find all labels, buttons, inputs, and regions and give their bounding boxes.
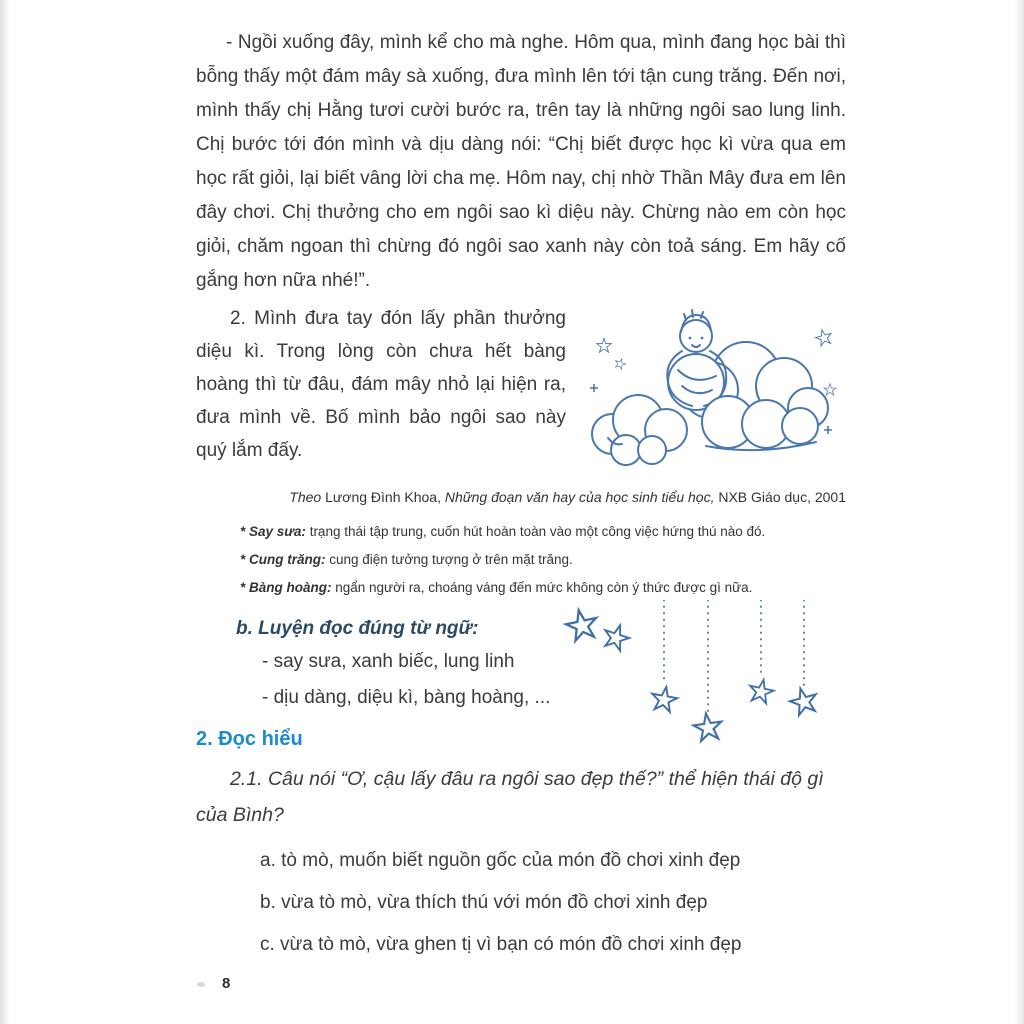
section-2-heading: 2. Đọc hiểu (196, 728, 303, 750)
answer-options (196, 847, 846, 959)
answer-option-c: c. vừa tò mò, vừa ghen tị vì bạn có món đồ chơi xinh đẹp (260, 934, 742, 955)
glossary-entry (240, 518, 846, 546)
answer-option-a: a. tò mò, muốn biết nguồn gốc của món đồ chơi xinh đẹp (260, 850, 741, 871)
attribution-book-title: Những đoạn văn hay của học sinh tiểu học, (444, 489, 715, 505)
boy-on-clouds-illustration (578, 302, 846, 476)
section-b-reading-practice (196, 618, 846, 712)
section-b-heading: b. Luyện đọc đúng từ ngữ: (236, 618, 479, 639)
cloud-boy-drawing (578, 302, 846, 476)
glossary-definition: ngẩn người ra, choáng váng đến mức không còn ý thức được gì nữa. (331, 580, 753, 595)
glossary-definition: trạng thái tập trung, cuốn hút hoàn toàn vào một công việc hứng thú nào đó. (305, 524, 766, 539)
scan-edge-left (0, 0, 10, 1024)
glossary-term: * Bàng hoàng: (240, 580, 332, 595)
glossary-entry (240, 546, 846, 574)
attribution-publisher: NXB Giáo dục, 2001 (714, 489, 846, 505)
glossary-term: * Cung trăng: (240, 552, 326, 567)
book-page-content (196, 26, 846, 959)
story-paragraph-2-block (196, 302, 846, 480)
scan-artifact (197, 982, 205, 987)
glossary-entry (240, 574, 846, 602)
glossary-term: * Say sưa: (240, 524, 306, 539)
answer-option-b: b. vừa tò mò, vừa thích thú với món đồ chơi xinh đẹp (260, 892, 708, 913)
question-2-1: 2.1. Câu nói “Ơ, cậu lấy đâu ra ngôi sao đẹp thế?” thể hiện thái độ gì của Bình? (196, 768, 824, 826)
attribution (196, 488, 846, 506)
story-paragraph-2: 2. Mình đưa tay đón lấy phần thưởng diệu kì. Trong lòng còn chưa hết bàng hoàng thì từ đâu, đám mây nhỏ lại hiện ra, đưa mình về. Bố mình bảo ngôi sao này quý lắm đấy. (196, 308, 566, 461)
scan-edge-right (1014, 0, 1024, 1024)
section-b-item: - say sưa, xanh biếc, lung linh (262, 651, 515, 672)
glossary (240, 518, 846, 602)
page-number: 8 (222, 975, 231, 992)
attribution-author: Lương Đình Khoa, (325, 489, 445, 505)
section-b-item: - dịu dàng, diệu kì, bàng hoàng, ... (262, 687, 551, 708)
glossary-definition: cung điện tưởng tượng ở trên mặt trăng. (325, 552, 573, 567)
story-paragraph-1: - Ngồi xuống đây, mình kể cho mà nghe. Hôm qua, mình đang học bài thì bỗng thấy một đám mây sà xuống, đưa mình lên tới tận cung trăng. Đến nơi, mình thấy chị Hằng tươi cười bước ra, trên tay là những ngôi sao lung linh. Chị bước tới đón mình và dịu dàng nói: “Chị biết được học kì vừa qua em học rất giỏi, lại biết vâng lời cha mẹ. Hôm nay, chị nhờ Thần Mây đưa em lên đây chơi. Chị thưởng cho em ngôi sao kì diệu này. Chừng nào em còn học giỏi, chăm ngoan thì chừng đó ngôi sao xanh này còn toả sáng. Em hãy cố gắng hơn nữa nhé!”. (196, 32, 846, 291)
attribution-theo: Theo (289, 489, 326, 505)
